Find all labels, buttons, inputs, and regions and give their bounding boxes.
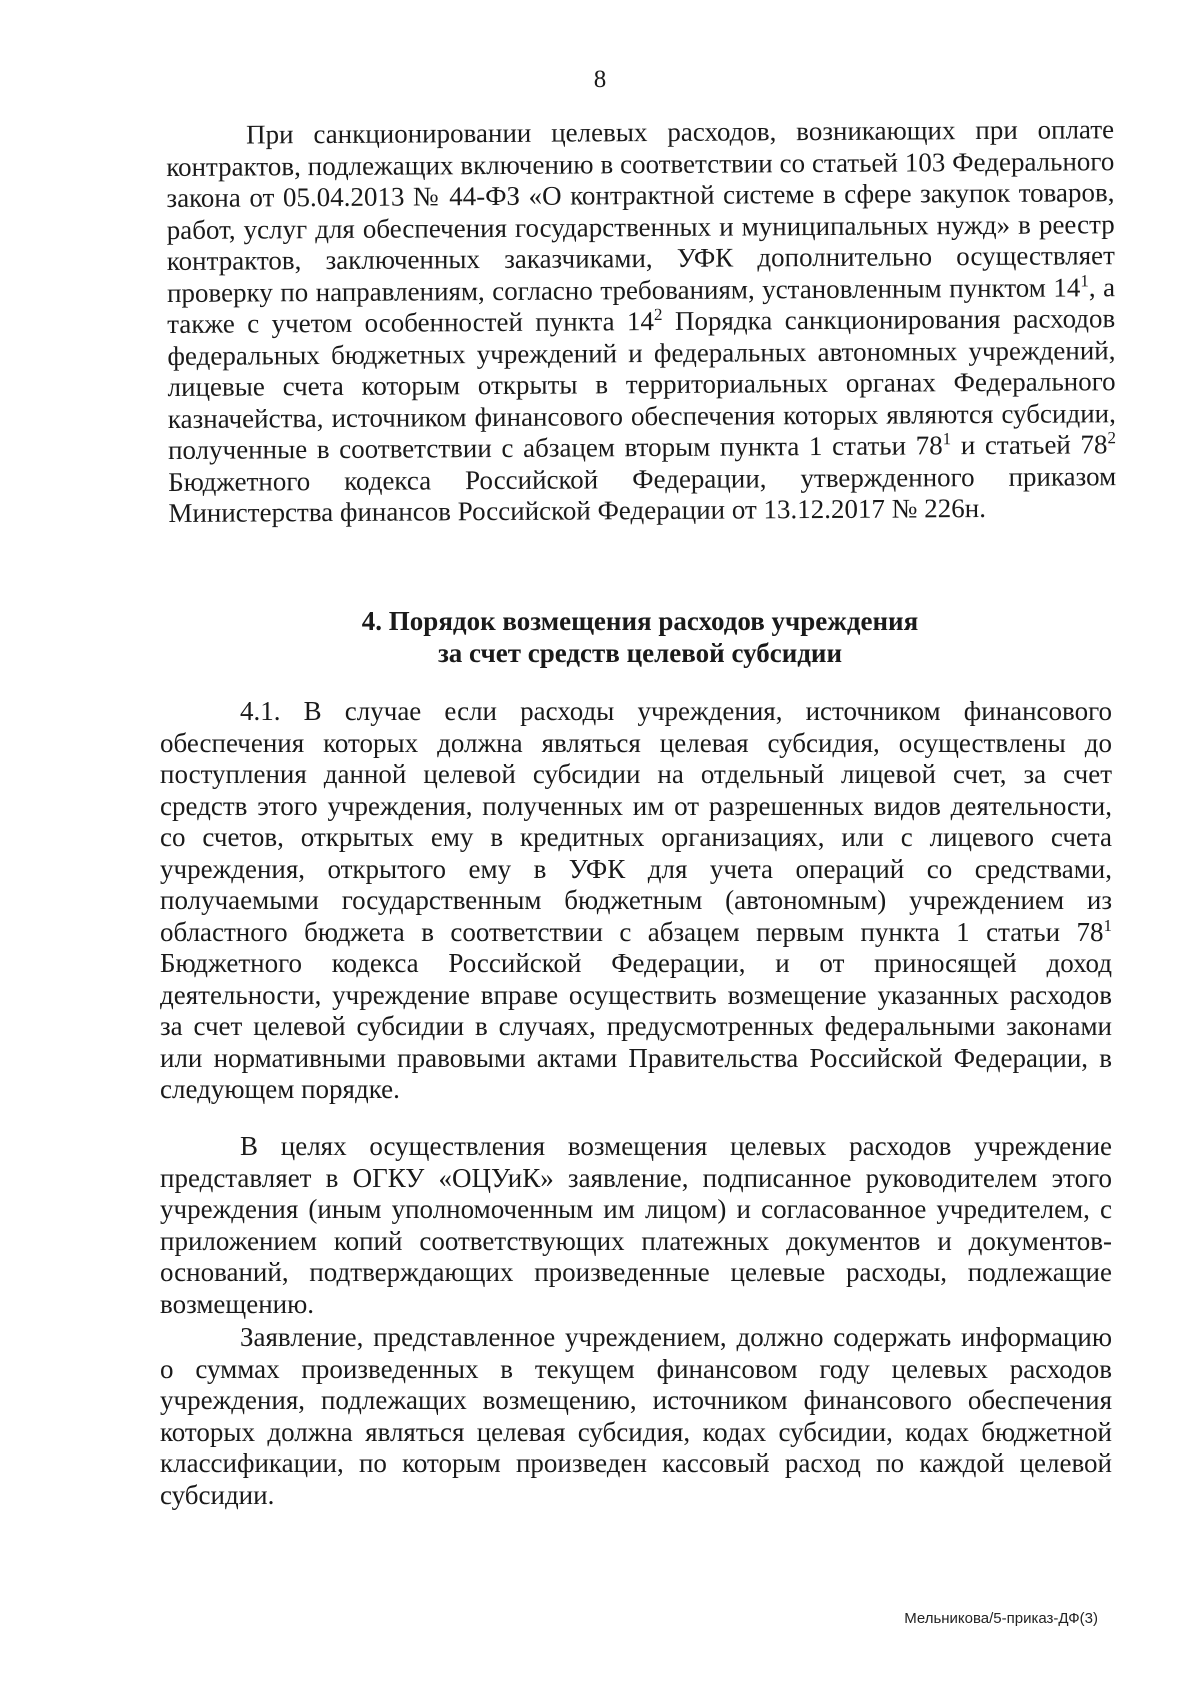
paragraph-reimbursement-application: В целях осуществления возмещения целевых расходов учреждение представляет в ОГКУ «ОЦУиК» заявление, подписанное руководителем этого учреждения (иным уполномоченным им лицом) и согласованное учредителем, с приложением копий соответствующих платежных документов и документов-оснований, подтверждающих произведенные целевые расходы, подлежащие возмещению. [160,1131,1112,1319]
paragraph-2-text-a: 4.1. В случае если расходы учреждения, источником финансового обеспечения которых должна являться целевая субсидия, осуществлены до поступления данной целевой субсидии на отдельный лицевой счет, за счет средств этого учреждения, полученных им от разрешенных видов деятельности, со счетов, открытых ему в кредитных организациях, или с лицевого счета учреждения, открытого ему в УФК для учета операций со средствами, получаемыми государственным бюджетным (автономным) учреждением из областного бюджета в соответствии с абзацем первым пункта 1 статьи 78 [160,696,1112,947]
superscript: 1 [1103,915,1112,935]
section-heading-line-1: 4. Порядок возмещения расходов учреждения [361,606,919,636]
paragraph-2-text-b: Бюджетного кодекса Российской Федерации, и от приносящей доход деятельности, учреждение вправе осуществить возмещение указанных расходов за счет целевой субсидии в случаях, предусмотренных федеральными законами или нормативными правовыми актами Правительства Российской Федерации, в следующем порядке. [160,948,1112,1104]
superscript: 2 [653,304,663,325]
paragraph-1-text-c: Порядка санкционирования расходов федеральных бюджетных учреждений и федеральных автономных учреждений, лицевые счета которым открыты в территориальных органах Федерального казначейства, источником финансового обеспечения которых являются субсидии, полученные в соответствии с абзацем вторым пункта 1 статьи 78 [167,303,1116,465]
page-number: 8 [593,66,607,93]
paragraph-application-content: Заявление, представленное учреждением, должно содержать информацию о суммах произведенных в текущем финансовом году целевых расходов учреждения, подлежащих возмещению, источником финансового обеспечения которых должна являться целевая субсидия, кодах субсидии, кодах бюджетной классификации, по которым произведен кассовый расход по каждой целевой субсидии. [160,1322,1112,1510]
section-heading [166,605,1114,669]
superscript: 1 [942,429,952,449]
section-heading-line-2: за счет средств целевой субсидии [437,638,843,668]
superscript: 1 [1080,270,1089,290]
paragraph-1-text-b: , а также с учетом особенностей пункта 14 [167,271,1116,339]
paragraph-1-text-d: и статьей 78 [951,429,1108,461]
paragraph-4-1 [160,696,1112,1106]
paragraph-1-text-e: Бюджетного кодекса Российской Федерации, утвержденного приказом Министерства финансов Российской Федерации от 13.12.2017 № 226н. [168,460,1117,528]
paragraph-1-text-a: При санкционировании целевых расходов, возникающих при оплате контрактов, подлежащих включению в соответствии со статьей 103 Федерального закона от 05.04.2013 № 44-ФЗ «О контрактной системе в сфере закупок товаров, работ, услуг для обеспечения государственных и муниципальных нужд» в реестр контрактов, заключенных заказчиками, УФК дополнительно осуществляет проверку по направлениям, согласно требованиям, установленным пунктом 14 [166,114,1115,308]
paragraph-sanctioning [166,114,1116,529]
footer-reference: Мельникова/5-приказ-ДФ(3) [904,1610,1098,1627]
superscript: 2 [1107,428,1117,448]
